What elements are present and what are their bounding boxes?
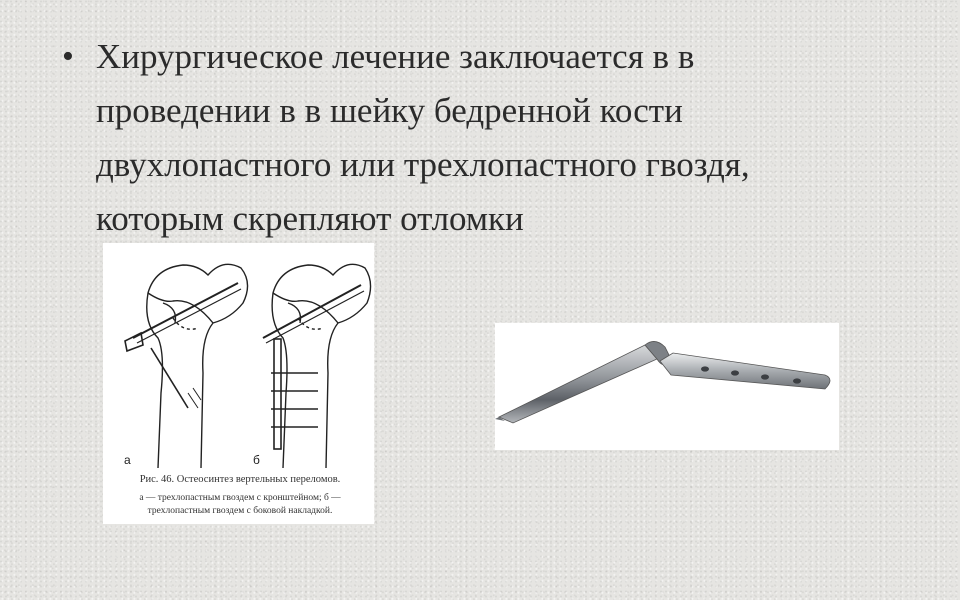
figure-caption-title: Рис. 46. Остеосинтез вертельных переломов. [139, 474, 341, 485]
nail-plate-implant-icon [495, 323, 839, 450]
figure-caption-line-1: а — трехлопастным гвоздем с кронштейном; б — [139, 493, 341, 503]
femur-drawings [103, 243, 374, 473]
figure-label-a: а [124, 453, 131, 467]
femur-osteosynthesis-illustration [103, 243, 374, 524]
bullet-line-2: проведении в в шейку бедренной кости [96, 91, 683, 130]
bullet-text [96, 30, 942, 246]
screw-hole-4 [793, 378, 801, 383]
bullet-line-4: которым скрепляют отломки [96, 199, 524, 238]
bullet-line-1: Хирургическое лечение заключается в в [96, 37, 695, 76]
nail-plate-photo [495, 323, 839, 450]
bullet-line-3: двухлопастного или трехлопастного гвоздя, [96, 145, 750, 184]
side-plate [660, 353, 830, 389]
figure-label-b: б [253, 453, 260, 467]
screw-hole-3 [761, 374, 769, 379]
bullet-dot: • [62, 38, 74, 75]
screw-hole-1 [701, 366, 709, 371]
screw-hole-2 [731, 370, 739, 375]
nail-shaft [499, 345, 657, 423]
side-plate-b [274, 339, 281, 449]
nail-b [263, 285, 361, 338]
figure-caption-line-2: трехлопастным гвоздем с боковой накладкой. [147, 506, 333, 516]
